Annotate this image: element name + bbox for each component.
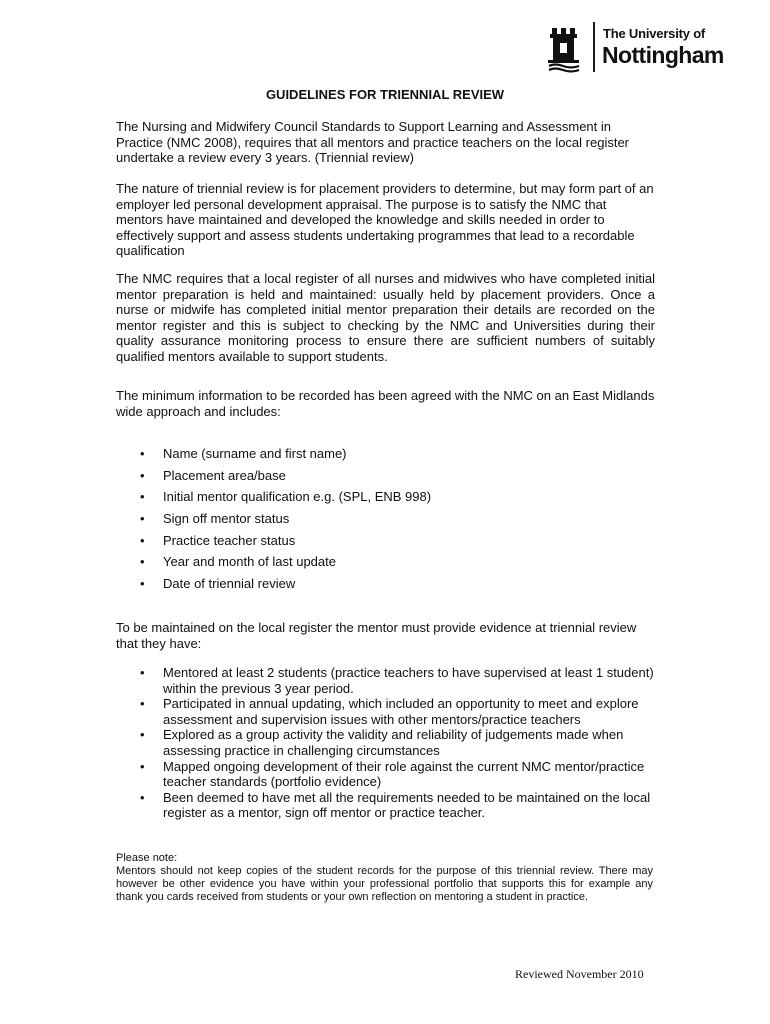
list-item: • Placement area/base bbox=[116, 468, 655, 490]
review-date-footer: Reviewed November 2010 bbox=[515, 967, 644, 981]
list-item: • Mentored at least 2 students (practice teachers to have supervised at least 1 student) within the previous 3 year period. bbox=[116, 665, 655, 696]
logo-university-of: The University of bbox=[603, 26, 706, 41]
logo-divider bbox=[593, 22, 595, 72]
list-item: • Year and month of last update bbox=[116, 554, 655, 576]
list-item: • Name (surname and first name) bbox=[116, 446, 655, 468]
evidence-list bbox=[116, 665, 655, 821]
paragraph-local-register: The NMC requires that a local register of all nurses and midwives who have completed initial mentor preparation is held and maintained: usually held by placement providers. Once a nurse or midwife has completed initial mentor preparation their details are recorded on the mentor register and this is subject to checking by the NMC and Universities during their quality assurance monitoring process to ensure there are sufficient numbers of suitably qualified mentors available to support students. bbox=[116, 271, 655, 364]
paragraph-nature-of-review: The nature of triennial review is for placement providers to determine, but may form part of an employer led personal development appraisal. The purpose is to satisfy the NMC that mentors have maintained and developed the knowledge and skills needed in order to effectively support and assess students undertaking programmes that lead to a recordable qualification bbox=[116, 181, 654, 259]
note-body: Mentors should not keep copies of the student records for the purpose of this triennial review. There may however be other evidence you have within your professional portfolio that supports this for example any thank you cards received from students or your own reflection on mentoring a student in practice. bbox=[116, 865, 653, 903]
list-item: • Participated in annual updating, which included an opportunity to meet and explore assessment and supervision issues with other mentors/practice teachers bbox=[116, 696, 655, 727]
paragraph-nmc-standards: The Nursing and Midwifery Council Standards to Support Learning and Assessment in Practice (NMC 2008), requires that all mentors and practice teachers on the local register undertake a review every 3 years. (Triennial review) bbox=[116, 119, 630, 166]
list-item: • Explored as a group activity the validity and reliability of judgements made when assessing practice in challenging circumstances bbox=[116, 727, 655, 758]
minimum-info-list bbox=[116, 446, 655, 598]
castle-crest-icon bbox=[546, 24, 582, 74]
list-item: • Been deemed to have met all the requirements needed to be maintained on the local register as a mentor, sign off mentor or practice teacher. bbox=[116, 790, 655, 821]
note-heading: Please note: bbox=[116, 852, 178, 864]
list-item: • Initial mentor qualification e.g. (SPL, ENB 998) bbox=[116, 489, 655, 511]
please-note-section bbox=[116, 852, 653, 904]
list-item: • Mapped ongoing development of their role against the current NMC mentor/practice teacher standards (portfolio evidence) bbox=[116, 759, 655, 790]
paragraph-evidence-required: To be maintained on the local register the mentor must provide evidence at triennial review that they have: bbox=[116, 620, 637, 651]
paragraph-minimum-information: The minimum information to be recorded has been agreed with the NMC on an East Midlands wide approach and includes: bbox=[116, 388, 655, 419]
list-item: • Practice teacher status bbox=[116, 533, 655, 555]
list-item: • Date of triennial review bbox=[116, 576, 655, 598]
logo-nottingham: Nottingham bbox=[602, 42, 724, 68]
list-item: • Sign off mentor status bbox=[116, 511, 655, 533]
document-title: GUIDELINES FOR TRIENNIAL REVIEW bbox=[265, 87, 505, 102]
